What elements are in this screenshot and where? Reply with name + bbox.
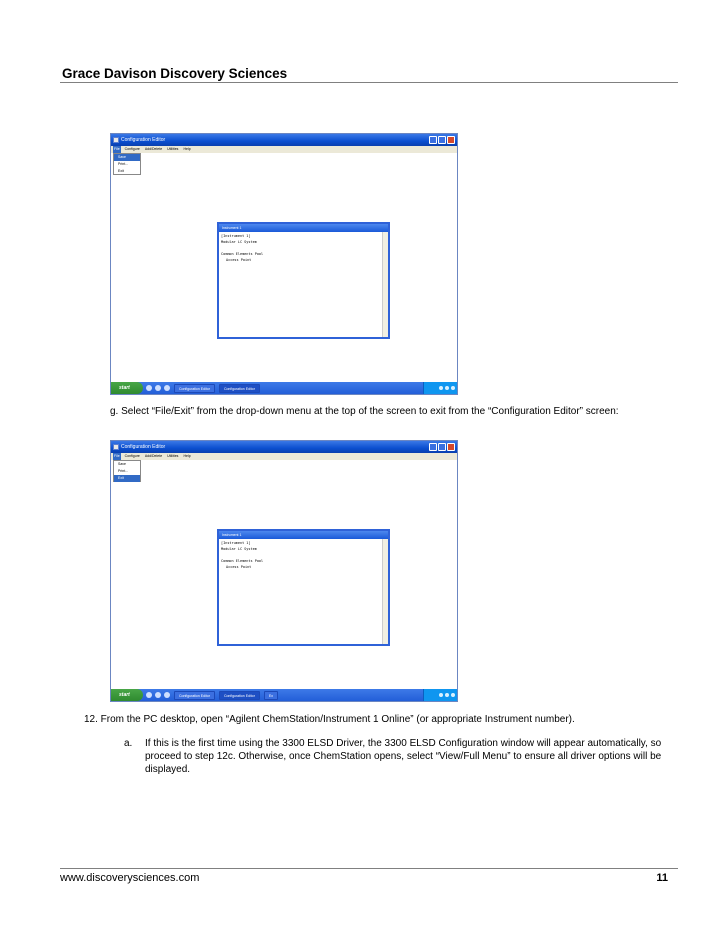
tree-item[interactable]: Access Point — [226, 258, 252, 262]
menu-item-print[interactable]: Print... — [118, 469, 129, 473]
instrument-tree — [219, 232, 382, 337]
page-number: 11 — [656, 872, 668, 884]
start-button[interactable]: start — [111, 689, 143, 701]
menu-file[interactable]: File — [114, 454, 120, 458]
page-header-title: Grace Davison Discovery Sciences — [62, 66, 288, 81]
footer-rule — [60, 868, 678, 869]
file-dropdown — [113, 153, 141, 175]
header-rule — [60, 82, 678, 83]
taskbar-item[interactable]: Configuration Editor — [219, 384, 260, 393]
tray-icon — [445, 386, 449, 390]
quicklaunch-icon[interactable] — [155, 385, 161, 391]
taskbar — [111, 382, 457, 394]
tray-icon — [445, 693, 449, 697]
window-title: Configuration Editor — [121, 444, 166, 450]
scrollbar[interactable] — [382, 232, 388, 337]
screenshot-configuration-editor-1 — [110, 133, 458, 395]
taskbar-item[interactable]: Configuration Editor — [174, 384, 215, 393]
close-icon[interactable] — [447, 443, 455, 451]
quicklaunch-icon[interactable] — [164, 692, 170, 698]
system-tray — [423, 382, 457, 394]
tree-item[interactable]: Access Point — [226, 565, 252, 569]
tree-item[interactable]: [Instrument 1] — [221, 541, 251, 545]
maximize-icon[interactable] — [438, 443, 446, 451]
menu-help[interactable]: Help — [183, 147, 191, 151]
tree-item[interactable]: Common Elements Pool — [221, 559, 264, 563]
window-titlebar — [111, 134, 457, 146]
menu-item-save[interactable]: Save — [118, 462, 126, 466]
menu-item-exit[interactable]: Exit — [114, 475, 140, 482]
menu-add-delete[interactable]: Add/Delete — [144, 147, 163, 151]
taskbar — [111, 689, 457, 701]
taskbar-item[interactable]: Configuration Editor — [174, 691, 215, 700]
instrument-window-title: Instrument 1 — [219, 531, 388, 539]
step-a-text: If this is the first time using the 3300 ELSD Driver, the 3300 ELSD Configuration window will appear automatically, so proceed to step 12c. Otherwise, once ChemStation opens, select “View/Full Menu” to ensure all driver options will be displayed. — [145, 738, 662, 775]
maximize-icon[interactable] — [438, 136, 446, 144]
scrollbar[interactable] — [382, 539, 388, 644]
minimize-icon[interactable] — [429, 136, 437, 144]
app-icon — [113, 444, 119, 450]
taskbar-item[interactable]: Configuration Editor — [219, 691, 260, 700]
screenshot-configuration-editor-2 — [110, 440, 458, 702]
menu-bar — [111, 146, 457, 153]
menu-utilities[interactable]: Utilities — [167, 147, 179, 151]
quicklaunch-icon[interactable] — [164, 385, 170, 391]
instrument-window — [217, 222, 390, 339]
instrument-window-title: Instrument 1 — [219, 224, 388, 232]
instrument-window — [217, 529, 390, 646]
menu-add-delete[interactable]: Add/Delete — [144, 454, 163, 458]
quicklaunch-icon[interactable] — [146, 692, 152, 698]
tree-item[interactable]: Modular LC System — [221, 240, 257, 244]
file-dropdown — [113, 460, 141, 482]
menu-configure[interactable]: Configure — [124, 147, 140, 151]
tray-icon — [451, 386, 455, 390]
minimize-icon[interactable] — [429, 443, 437, 451]
tray-icon — [439, 386, 443, 390]
step-a-marker: a. — [124, 738, 133, 749]
tree-item[interactable]: Modular LC System — [221, 547, 257, 551]
menu-item-save[interactable]: Save — [114, 154, 140, 161]
menu-item-exit[interactable]: Exit — [118, 169, 124, 173]
tree-item[interactable]: [Instrument 1] — [221, 234, 251, 238]
menu-file[interactable]: File — [114, 147, 120, 151]
menu-item-print[interactable]: Print... — [118, 162, 129, 166]
window-titlebar — [111, 441, 457, 453]
instrument-tree — [219, 539, 382, 644]
app-icon — [113, 137, 119, 143]
footer-url: www.discoverysciences.com — [60, 872, 200, 884]
tree-item[interactable]: Common Elements Pool — [221, 252, 264, 256]
system-tray — [423, 689, 457, 701]
menu-bar — [111, 453, 457, 460]
window-title: Configuration Editor — [121, 137, 166, 143]
menu-help[interactable]: Help — [183, 454, 191, 458]
quicklaunch-icon[interactable] — [155, 692, 161, 698]
tray-icon — [451, 693, 455, 697]
close-icon[interactable] — [447, 136, 455, 144]
quicklaunch-icon[interactable] — [146, 385, 152, 391]
step-g-text: g. Select “File/Exit” from the drop-down menu at the top of the screen to exit from the “Configuration Editor” screen: — [110, 406, 619, 417]
menu-utilities[interactable]: Utilities — [167, 454, 179, 458]
tray-icon — [439, 693, 443, 697]
taskbar-item[interactable]: Ex — [264, 691, 278, 700]
start-button[interactable]: start — [111, 382, 143, 394]
step-12-text: 12. From the PC desktop, open “Agilent ChemStation/Instrument 1 Online” (or appropriate Instrument number). — [84, 714, 575, 725]
menu-configure[interactable]: Configure — [124, 454, 140, 458]
